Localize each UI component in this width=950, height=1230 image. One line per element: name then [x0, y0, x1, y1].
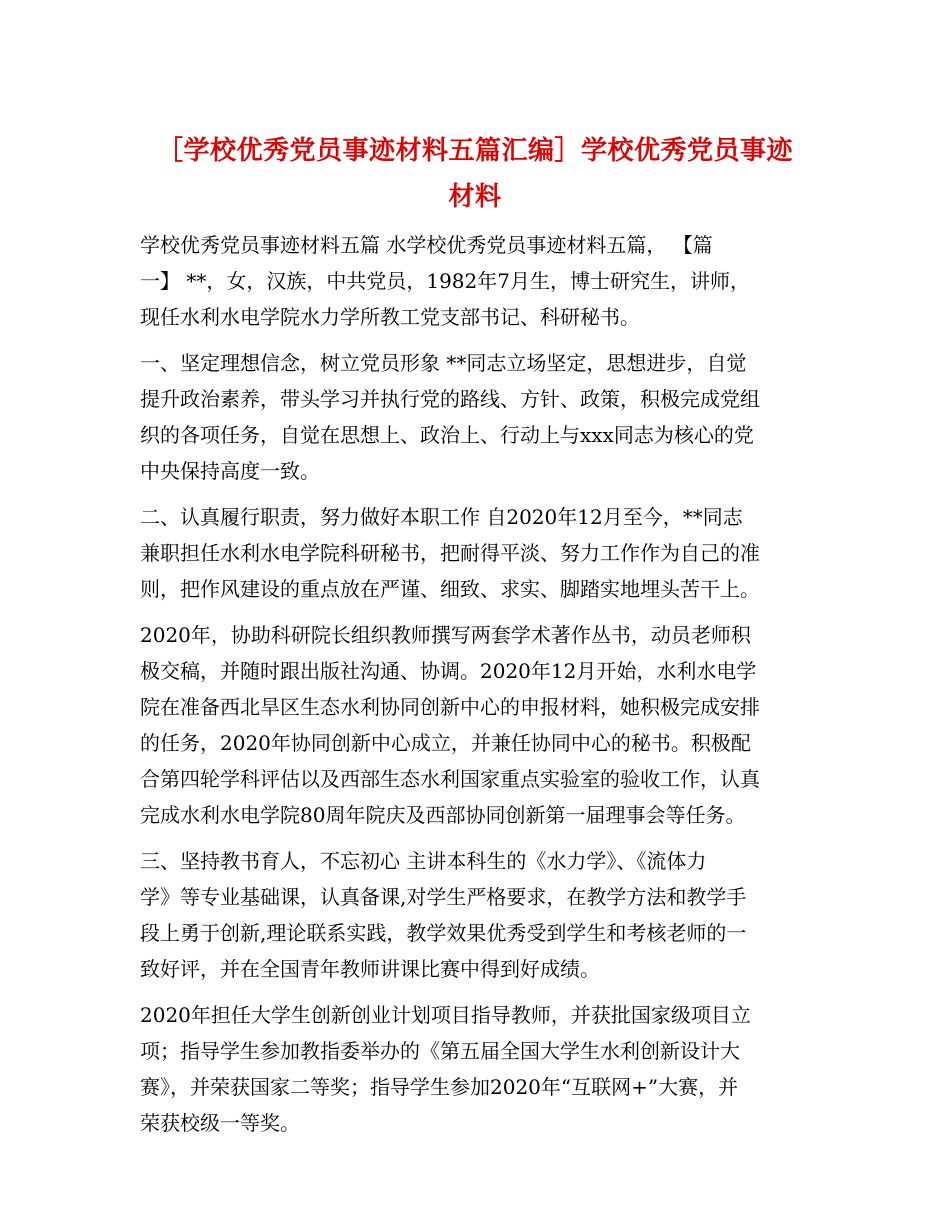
body-line: 三、坚持教书育人，不忘初心 主讲本科生的《水力学》、《流体力	[140, 849, 707, 873]
body-line: 一、坚定理想信念，树立党员形象 **同志立场坚定，思想进步，自觉	[140, 351, 747, 375]
body-line: 现任水利水电学院水力学所教工党支部书记、科研秘书。	[140, 305, 640, 329]
body-line: 兼职担任水利水电学院科研秘书，把耐得平淡、努力工作作为自己的准	[140, 541, 760, 565]
body-line: 段上勇于创新,理论联系实践，教学效果优秀受到学生和考核老师的一	[140, 921, 747, 945]
body-line: 完成水利水电学院80周年院庆及西部协同创新第一届理事会等任务。	[140, 803, 746, 827]
body-line: 致好评，并在全国青年教师讲课比赛中得到好成绩。	[140, 957, 600, 981]
body-line: 合第四轮学科评估以及西部生态水利国家重点实验室的验收工作，认真	[140, 767, 760, 791]
body-line: 2020年担任大学生创新创业计划项目指导教师，并获批国家级项目立	[140, 1003, 751, 1027]
body-line: 二、认真履行职责，努力做好本职工作 自2020年12月至今，**同志	[140, 505, 743, 529]
body-line: 项；指导学生参加教指委举办的《第五届全国大学生水利创新设计大	[140, 1039, 740, 1063]
body-line: 则，把作风建设的重点放在严谨、细致、求实、脚踏实地埋头苦干上。	[140, 577, 760, 601]
body-line: 赛》，并荣获国家二等奖；指导学生参加2020年“互联网+”大赛，并	[140, 1075, 739, 1099]
body-line: 一】 **，女，汉族，中共党员，1982年7月生，博士研究生，讲师，	[140, 269, 750, 293]
document-title	[120, 128, 830, 220]
body-line: 学》等专业基础课，认真备课,对学生严格要求，在教学方法和教学手	[140, 885, 747, 909]
body-line: 的任务，2020年协同创新中心成立，并兼任协同中心的秘书。积极配	[140, 731, 751, 755]
title-line: ［学校优秀党员事迹材料五篇汇编］学校优秀党员事迹	[156, 136, 793, 166]
title-line: 材料	[448, 182, 502, 212]
body-line: 学校优秀党员事迹材料五篇 水学校优秀党员事迹材料五篇， 【篇	[140, 233, 713, 257]
body-line: 2020年，协助科研院长组织教师撰写两套学术著作丛书，动员老师积	[140, 623, 751, 647]
body-line: 提升政治素养，带头学习并执行党的路线、方针、政策，积极完成党组	[140, 387, 760, 411]
body-line: 中央保持高度一致。	[140, 459, 320, 483]
body-line: 荣获校级一等奖。	[140, 1111, 300, 1135]
body-line: 织的各项任务，自觉在思想上、政治上、行动上与xxx同志为核心的党	[140, 423, 754, 447]
body-line: 院在准备西北旱区生态水利协同创新中心的申报材料，她积极完成安排	[140, 695, 760, 719]
body-line: 极交稿，并随时跟出版社沟通、协调。2020年12月开始，水利水电学	[140, 659, 757, 683]
